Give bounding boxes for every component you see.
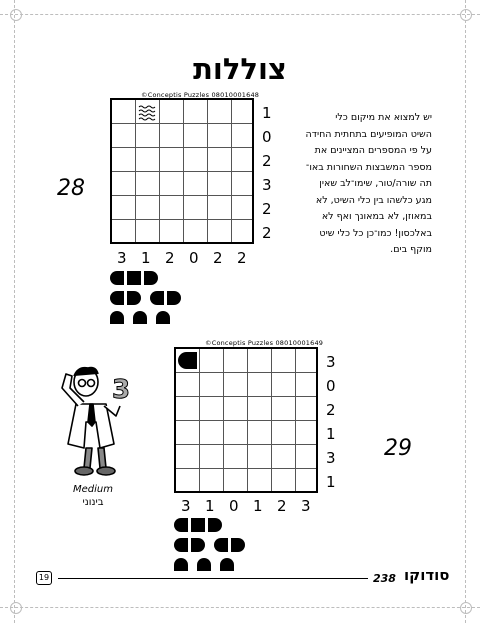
page-title: צוללות (193, 52, 287, 86)
puzzle-grid-29[interactable] (174, 347, 318, 493)
row-clue: 3 (262, 176, 272, 194)
col-clue: 3 (181, 497, 191, 515)
col-clue: 1 (205, 497, 215, 515)
difficulty-label-he: בינוני (82, 497, 104, 508)
magazine-logo: סודוקו (404, 566, 450, 584)
row-clue: 3 (326, 353, 336, 371)
col-clue: 2 (165, 249, 175, 267)
water-icon (138, 103, 156, 121)
ship-size-1-group (110, 311, 170, 324)
row-clue: 0 (326, 377, 336, 395)
copyright-29: ©Conceptis Puzzles 08010001649 (205, 339, 324, 347)
col-clue: 2 (277, 497, 287, 515)
ship-size-1-group (174, 558, 234, 571)
ship-size-2 (150, 291, 181, 305)
cut-line-right (465, 0, 466, 623)
ship-size-2 (214, 538, 245, 552)
instructions: יש למצוא את מיקום כלי השיט המופיעים בתחתית החידה על פי המספרים המציינים את מספר המשבצות השחורות באו־ תה שורה/טור, שימו־לב שאין מגע כלשהו בין כלי השיט, לא במאוזן, לא במאונך ואף לא באלכסון! כמו־כן כל כלי שיט מוקף בים. (305, 112, 432, 255)
row-clue: 1 (326, 473, 336, 491)
col-clue: 2 (237, 249, 247, 267)
row-clue: 1 (326, 425, 336, 443)
cut-line-bottom (0, 607, 480, 608)
col-clue: 3 (117, 249, 127, 267)
corner-circle (460, 602, 472, 614)
puzzle-number-29: 29 (384, 436, 412, 461)
svg-text:3: 3 (112, 375, 131, 405)
col-clue: 0 (229, 497, 239, 515)
cut-line-top (0, 14, 480, 15)
cut-line-left (14, 0, 15, 623)
issue-number: 238 (373, 572, 396, 585)
col-clue: 3 (301, 497, 311, 515)
row-clue: 2 (326, 401, 336, 419)
ship-end-cell (178, 352, 197, 369)
col-clue: 2 (213, 249, 223, 267)
row-clue: 1 (262, 104, 272, 122)
row-clue: 2 (262, 152, 272, 170)
col-clue: 0 (189, 249, 199, 267)
corner-circle (10, 602, 22, 614)
row-clue: 0 (262, 128, 272, 146)
corner-circle (460, 9, 472, 21)
puzzle-grid-28[interactable] (110, 98, 254, 244)
col-clue: 1 (253, 497, 263, 515)
professor-mascot-illustration (50, 352, 140, 482)
copyright-28: ©Conceptis Puzzles 08010001648 (141, 91, 260, 99)
ship-size-3 (174, 518, 222, 532)
row-clue: 2 (262, 224, 272, 242)
ship-size-3 (110, 271, 158, 285)
corner-circle (10, 9, 22, 21)
ship-size-2 (174, 538, 205, 552)
row-clue: 2 (262, 200, 272, 218)
puzzle-number-28: 28 (57, 176, 85, 201)
page-number: 19 (36, 571, 52, 585)
ship-size-2 (110, 291, 141, 305)
footer-rule (58, 578, 368, 579)
difficulty-label-en: Medium (73, 484, 113, 495)
col-clue: 1 (141, 249, 151, 267)
row-clue: 3 (326, 449, 336, 467)
